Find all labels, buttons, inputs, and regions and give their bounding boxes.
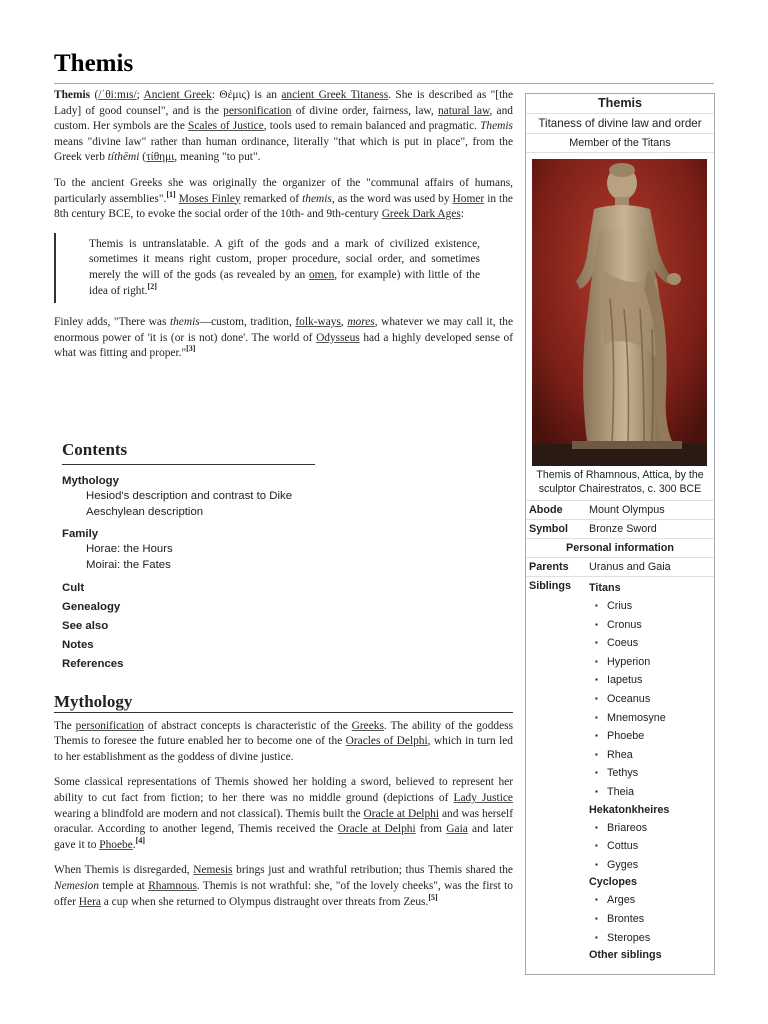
toc-item-genealogy[interactable]: Genealogy xyxy=(62,601,121,613)
greek-name: Θέμις xyxy=(219,89,247,101)
hekatonkheires-list xyxy=(589,819,714,875)
list-item[interactable]: ▪ Arges xyxy=(607,891,714,910)
ref-3[interactable]: [3] xyxy=(186,344,196,354)
paragraph-finley: To the ancient Greeks she was originally the organizer of the "communal affairs of humans, particularly assemblies".[1] Moses Finley remarked of themis, as the word was used by Homer in the 8th century BCE, to evoke the social order of the 10th- and 9th-century Greek Dark Ages: xyxy=(54,176,513,221)
list-item[interactable]: ▪ Iapetus xyxy=(607,671,714,690)
oracle-at-delphi-link-2[interactable]: Oracle at Delphi xyxy=(337,823,416,836)
toc-item-horae[interactable]: Horae: the Hours xyxy=(86,543,173,555)
infobox-caption: Themis of Rhamnous, Attica, by the sculptor Chairestratos, c. 300 BCE xyxy=(526,466,714,501)
natural-law-link[interactable]: natural law xyxy=(437,104,490,117)
table-of-contents xyxy=(62,440,315,671)
paragraph-finley-adds: Finley adds, "There was themis—custom, tradition, folk-ways, mores, whatever we may call it, the enormous power of 'it is (or is not) done'. The world of Odysseus had a highly developed sense of what was fitting and proper."[3] xyxy=(54,316,513,360)
greeks-link[interactable]: Greeks xyxy=(351,719,384,732)
list-item[interactable]: ▪ Hyperion xyxy=(607,653,714,672)
ref-5[interactable]: [5] xyxy=(428,892,438,902)
personification-link-2[interactable]: personification xyxy=(75,719,144,732)
gaia-link[interactable]: Gaia xyxy=(446,823,468,836)
omen-link[interactable]: omen xyxy=(308,268,335,281)
folkways-link[interactable]: folk-ways xyxy=(295,316,341,329)
infobox-row-siblings: Siblings Titans ▪ Crius ▪ Cronus ▪ Coeus ▪ Hyperion ▪ Iapetus ▪ Oceanus ▪ Mnemosyne ▪ Phoebe ▪ Rhea ▪ Tethys ▪ Theia Hekatonkheires ▪ Briareos ▪ Cottus ▪ Gyges Cyclopes ▪ Arges ▪ Brontes ▪ Steropes Other siblings xyxy=(526,577,714,967)
titaness-link[interactable]: ancient Greek Titaness xyxy=(281,89,389,101)
mythology-heading: Mythology xyxy=(54,694,513,713)
infobox-row-parents: Parents Uranus and Gaia xyxy=(526,558,714,577)
infobox-personal-header: Personal information xyxy=(526,539,714,558)
mythology-paragraph-2: Some classical representations of Themis showed her holding a sword, believed to represent her ability to cut fact from fiction; to her there was no middle ground (depictions of Lady Justice wearing a blindfold are modern and not classical). Themis built the Oracle at Delphi and was herself oracular. According to another legend, Themis received the Oracle at Delphi from Gaia and later gave it to Phoebe.[4] xyxy=(54,776,513,851)
infobox-title: Themis xyxy=(526,94,714,114)
ref-1[interactable]: [1] xyxy=(166,189,176,199)
toc-item-references[interactable]: References xyxy=(62,658,124,670)
infobox-row-abode: Abode Mount Olympus xyxy=(526,501,714,520)
siblings-other-label: Other siblings xyxy=(589,949,662,962)
list-item[interactable]: ▪ Cronus xyxy=(607,616,714,635)
tithemi-greek-link[interactable]: τίθημι xyxy=(146,151,175,164)
homer-link[interactable]: Homer xyxy=(452,192,485,205)
infobox-subtitle: Titaness of divine law and order xyxy=(526,114,714,134)
toc-item-notes[interactable]: Notes xyxy=(62,639,94,651)
list-item[interactable]: ▪ Theia xyxy=(607,783,714,802)
mores-link[interactable]: mores xyxy=(347,316,375,329)
titans-list xyxy=(589,597,714,802)
infobox-row-symbol: Symbol Bronze Sword xyxy=(526,520,714,539)
mythology-paragraph-1: The personification of abstract concepts is characteristic of the Greeks. The ability of the goddess Themis to foresee the future enabled her to become one of the Oracles of Delphi, which in turn led to her establishment as the goddess of divine justice. xyxy=(54,719,514,763)
list-item[interactable]: ▪ Oceanus xyxy=(607,690,714,709)
toc-item-moirai[interactable]: Moirai: the Fates xyxy=(86,559,171,571)
oracles-of-delphi-link[interactable]: Oracles of Delphi xyxy=(345,735,428,748)
mythology-paragraph-3: When Themis is disregarded, Nemesis brings just and wrathful retribution; thus Themis shared the Nemesion temple at Rhamnous. Themis is not wrathful: she, "of the lovely cheeks", was the first to offer Hera a cup when she returned to Olympus distraught over threats from Zeus.[5] xyxy=(54,864,513,908)
subject-name: Themis xyxy=(54,89,91,101)
ancient-greek-link[interactable]: Ancient Greek xyxy=(143,89,212,101)
title-divider xyxy=(54,83,714,84)
list-item[interactable]: ▪ Phoebe xyxy=(607,727,714,746)
article-intro xyxy=(54,88,513,372)
blockquote: Themis is untranslatable. A gift of the gods and a mark of civilized existence, sometimes it means right custom, proper procedure, social order, and sometimes merely the will of the gods (as revealed by an omen, for example) with little of the idea of right.[2] xyxy=(54,233,513,303)
toc-item-mythology[interactable]: Mythology xyxy=(62,475,119,487)
list-item[interactable]: ▪ Crius xyxy=(607,597,714,616)
siblings-cyclopes-label: Cyclopes xyxy=(589,876,638,889)
nemesis-link[interactable]: Nemesis xyxy=(193,864,233,877)
list-item[interactable]: ▪ Tethys xyxy=(607,764,714,783)
page-title: Themis xyxy=(54,50,134,77)
toc-title: Contents xyxy=(62,440,315,465)
pronunciation-link[interactable]: /ˈθiːmɪs/ xyxy=(98,89,137,101)
scales-of-justice-link[interactable]: Scales of Justice xyxy=(188,120,264,133)
ref-4[interactable]: [4] xyxy=(135,835,145,845)
list-item[interactable]: ▪ Steropes xyxy=(607,929,714,948)
list-item[interactable]: ▪ Brontes xyxy=(607,910,714,929)
infobox xyxy=(525,93,715,975)
list-item[interactable]: ▪ Mnemosyne xyxy=(607,709,714,728)
phoebe-link[interactable]: Phoebe xyxy=(99,838,133,851)
ref-2[interactable]: [2] xyxy=(147,281,157,291)
section-mythology xyxy=(54,694,513,920)
statue-illustration xyxy=(532,159,707,466)
statue-image[interactable] xyxy=(532,159,707,466)
toc-item-hesiod[interactable]: Hesiod's description and contrast to Dike xyxy=(86,490,293,502)
moses-finley-link[interactable]: Moses Finley xyxy=(178,192,241,205)
siblings-titans-label: Titans xyxy=(589,582,621,594)
lady-justice-link[interactable]: Lady Justice xyxy=(453,791,513,804)
list-item[interactable]: ▪ Coeus xyxy=(607,634,714,653)
list-item[interactable]: ▪ Briareos xyxy=(607,819,714,838)
toc-item-cult[interactable]: Cult xyxy=(62,582,85,594)
hera-link[interactable]: Hera xyxy=(78,895,101,908)
toc-item-aeschylean[interactable]: Aeschylean description xyxy=(86,506,204,518)
siblings-hekatonkheires-label: Hekatonkheires xyxy=(589,803,670,816)
rhamnous-link[interactable]: Rhamnous xyxy=(148,879,197,892)
toc-item-family[interactable]: Family xyxy=(62,528,99,540)
intro-paragraph: Themis (/ˈθiːmɪs/; Ancient Greek: Θέμις) is an ancient Greek Titaness. She is described as "[the Lady] of good counsel", and is the personification of divine order, fairness, law, natural law, and custom. Her symbols are the Scales of Justice, tools used to remain balanced and pragmatic. Themis means "divine law" rather than human ordinance, literally "that which is put in place", from the Greek verb títhēmi (τίθημι, meaning "to put". xyxy=(54,89,514,164)
personification-link[interactable]: personification xyxy=(223,104,292,117)
infobox-member: Member of the Titans xyxy=(526,134,714,153)
cyclopes-list xyxy=(589,891,714,947)
list-item[interactable]: ▪ Gyges xyxy=(607,856,714,875)
list-item[interactable]: ▪ Cottus xyxy=(607,837,714,856)
list-item[interactable]: ▪ Rhea xyxy=(607,746,714,765)
odysseus-link[interactable]: Odysseus xyxy=(316,331,360,344)
toc-item-see-also[interactable]: See also xyxy=(62,620,109,632)
greek-dark-ages-link[interactable]: Greek Dark Ages xyxy=(381,208,461,221)
oracle-at-delphi-link[interactable]: Oracle at Delphi xyxy=(363,807,440,820)
